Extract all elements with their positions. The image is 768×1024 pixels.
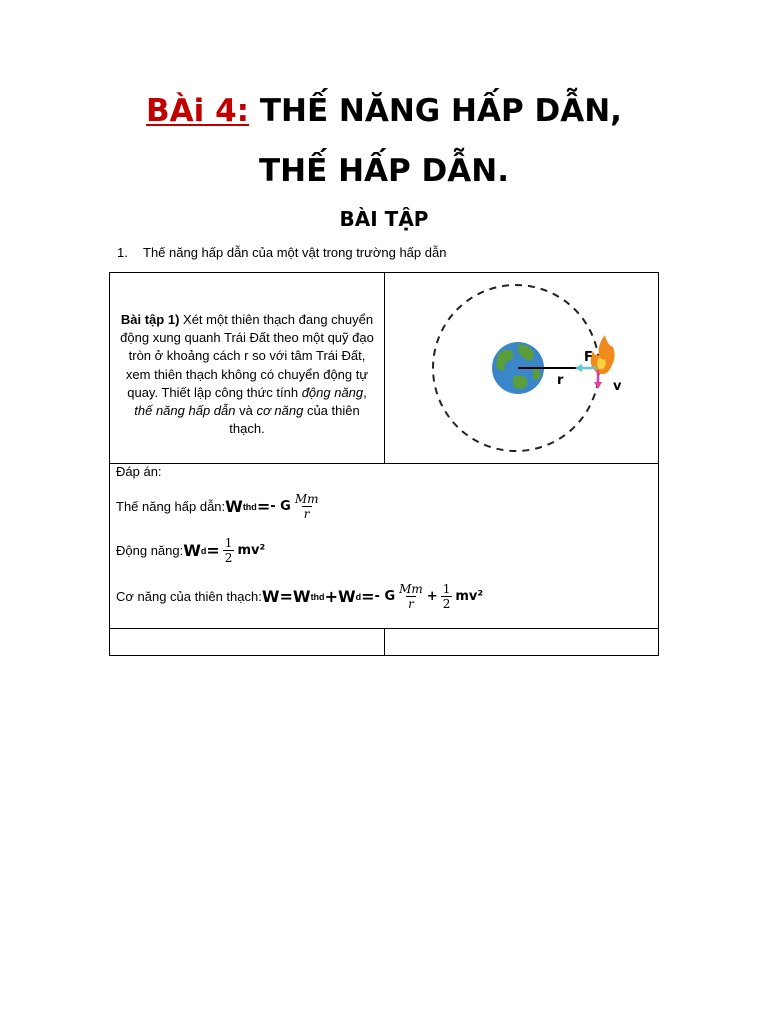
title-text: THẾ NĂNG HẤP DẪN, [249, 93, 622, 129]
minus-g: - G [270, 499, 291, 514]
w-subscript: d [200, 545, 207, 556]
w-symbol: W [292, 587, 311, 606]
term-potential: thế năng hấp dẫn [134, 403, 236, 419]
answer-cell [110, 464, 659, 629]
list-item [117, 244, 446, 262]
mechanical-energy-formula [116, 582, 483, 611]
radius-label: r [557, 373, 564, 388]
formula-label: Cơ năng của thiên thạch: [116, 589, 262, 604]
numerator: 1 [224, 536, 233, 550]
term-mechanical: cơ năng [256, 403, 304, 419]
term-kinetic: động năng [301, 384, 364, 400]
formula-label: Thế năng hấp dẫn: [116, 499, 226, 514]
kinetic-energy-formula [116, 536, 265, 565]
exercise-body: Xét một thiên thạch đang chuyển động xung quanh Trái Đất theo một quỹ đạo tròn ở khoảng cách r so với tâm Trái Đất, xem thiên thạch không có chuyển động tự quay. Thiết lập công thức tính [120, 312, 374, 400]
fraction [398, 582, 424, 611]
w-symbol: W [183, 541, 201, 560]
exercise-table [109, 272, 659, 656]
equals: = [361, 587, 375, 606]
numerator: Mm [294, 492, 319, 506]
mv2: mv² [237, 543, 266, 558]
exercise-body-end: của thiên thạch. [229, 403, 360, 437]
list-number: 1. [117, 245, 128, 260]
plus: + [426, 589, 438, 604]
numerator: 1 [442, 582, 451, 596]
figure-cell [385, 273, 659, 464]
potential-energy-formula [116, 492, 322, 521]
w-symbol: W [337, 587, 356, 606]
and-word: và [235, 403, 257, 419]
denominator: 2 [442, 597, 451, 611]
mv2: mv² [455, 589, 484, 604]
sep: , [363, 384, 367, 400]
equals: = [279, 587, 293, 606]
empty-cell-left [110, 629, 385, 656]
orbit-diagram [385, 273, 659, 463]
equals: = [256, 497, 271, 516]
denominator: r [408, 597, 414, 611]
section-title: BÀI TẬP [339, 207, 429, 231]
w-symbol: W [261, 587, 280, 606]
page-title-line2: THẾ HẤP DẪN. [259, 153, 509, 189]
velocity-label: v [613, 379, 622, 394]
plus: + [324, 587, 338, 606]
equals: = [206, 541, 220, 560]
w-subscript: d [355, 591, 362, 602]
answer-heading: Đáp án: [116, 464, 162, 479]
fraction [441, 582, 453, 611]
empty-cell-right [385, 629, 659, 656]
w-subscript: thd [310, 591, 325, 602]
w-subscript: thd [242, 501, 257, 512]
fraction [294, 492, 320, 521]
exercise-cell [110, 273, 385, 464]
denominator: 2 [224, 551, 233, 565]
page-title-line1 [0, 88, 768, 134]
w-symbol: W [225, 497, 243, 516]
list-text: Thế năng hấp dẫn của một vật trong trường hấp dẫn [143, 245, 447, 260]
fraction [223, 536, 235, 565]
force-label: F [584, 350, 593, 365]
exercise-text [110, 273, 384, 438]
lesson-number: BÀi 4: [146, 93, 250, 129]
denominator: r [303, 507, 310, 521]
numerator: Mm [399, 582, 423, 596]
exercise-label: Bài tập 1) [120, 312, 180, 327]
minus-g: - G [374, 589, 396, 604]
formula-label: Động năng: [116, 543, 184, 558]
